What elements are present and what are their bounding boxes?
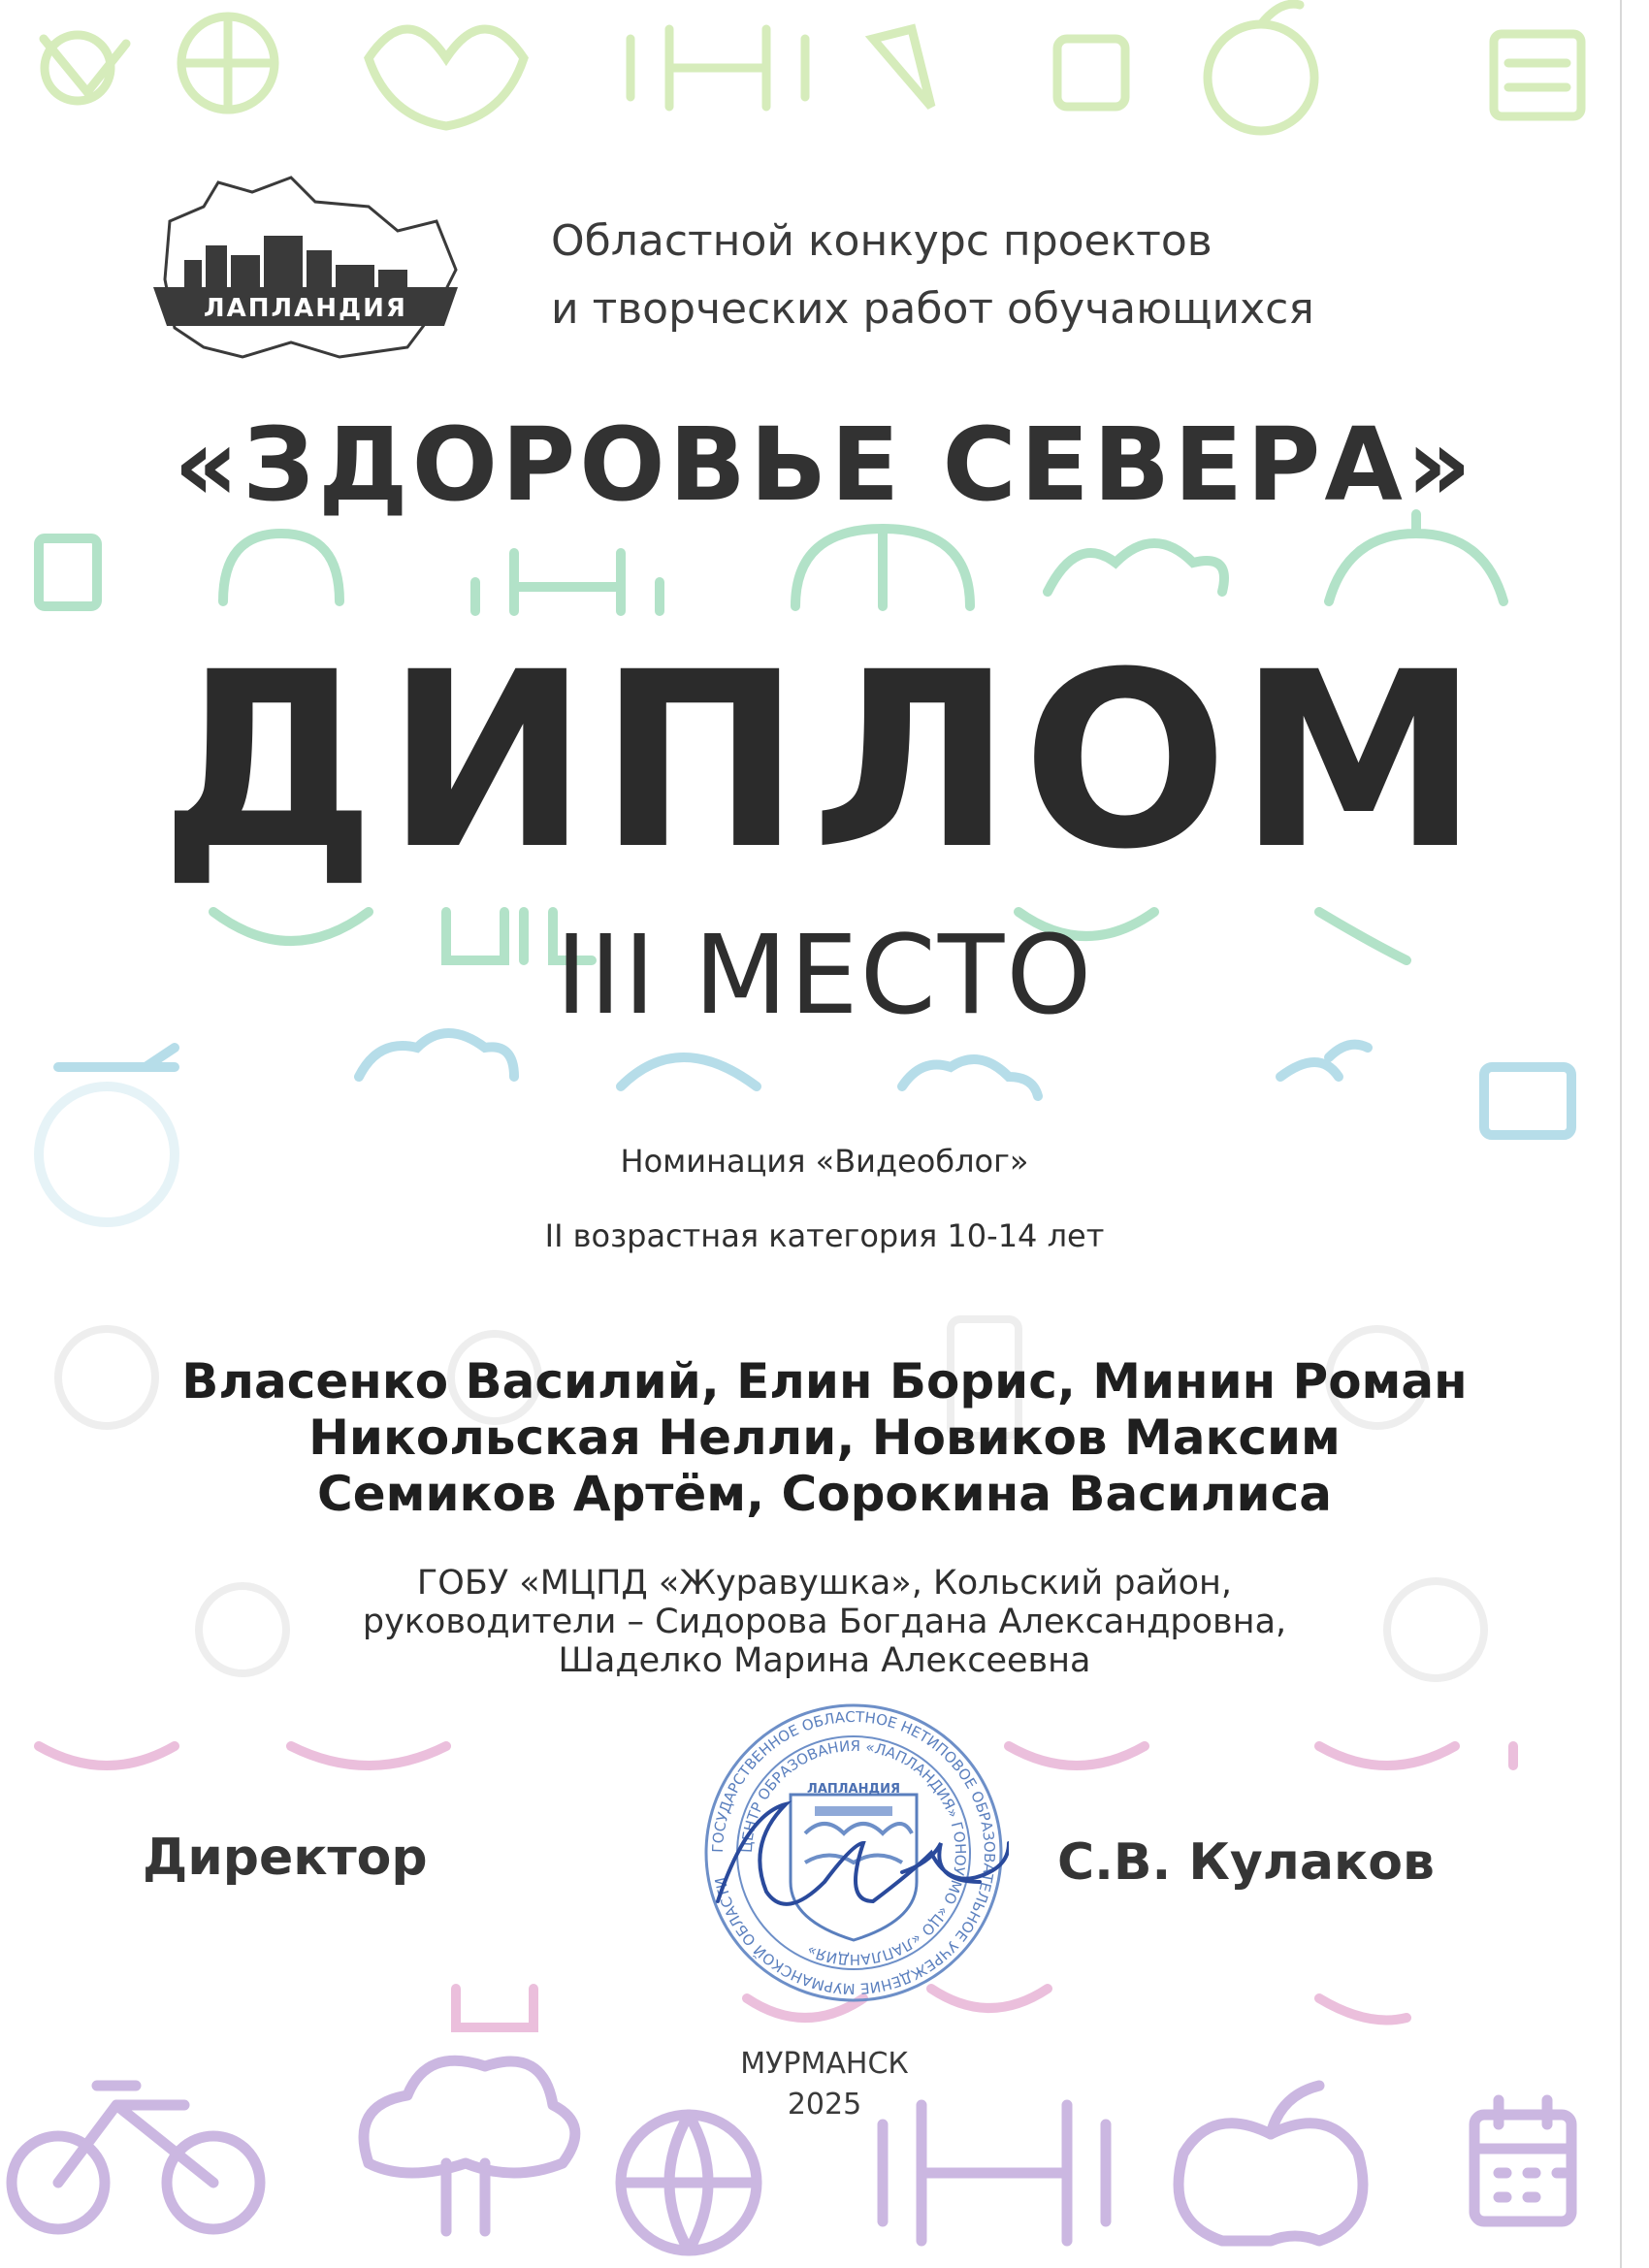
city-skyline	[184, 236, 407, 294]
bicycle-icon	[39, 1048, 175, 1222]
calendar-icon	[1484, 1067, 1571, 1135]
cup-icon	[456, 1989, 534, 2027]
institution-line: ГОБУ «МЦПД «Журавушка», Кольский район,	[416, 1564, 1233, 1603]
age-category: II возрастная категория 10-14 лет	[544, 1217, 1105, 1254]
header-line-2: и творческих работ обучающихся	[551, 284, 1314, 334]
dumbbell-icon	[475, 553, 660, 611]
official-seal	[698, 1698, 1009, 2008]
header-line-1: Областной конкурс проектов	[551, 216, 1212, 266]
participants-line: Власенко Василий, Елин Борис, Минин Роман	[181, 1353, 1468, 1409]
institution-line: Шаделко Марина Алексеевна	[558, 1641, 1091, 1680]
place-award: III МЕСТО	[555, 913, 1094, 1039]
participants-list	[0, 1353, 1649, 1522]
dumbbell-icon	[630, 29, 805, 107]
top-icon-row	[44, 4, 1581, 131]
bottle-icon	[1057, 39, 1125, 107]
bicycle-icon	[1329, 514, 1504, 601]
apple-icon	[1208, 4, 1314, 131]
seal-emblem	[791, 1782, 917, 1940]
ball-icon	[621, 1057, 757, 1086]
carrot-icon	[873, 29, 931, 107]
contest-header	[551, 208, 1314, 343]
seal-inner-text: ЦЕНТР ОБРАЗОВАНИЯ «ЛАПЛАНДИЯ» ГОНОУ МО «ЦО «ЛАПЛАНДИЯ»	[737, 1736, 970, 1969]
ball-icon	[795, 529, 970, 606]
contest-title: «ЗДОРОВЬЕ СЕВЕРА»	[173, 405, 1476, 524]
apple-icon	[1280, 1045, 1368, 1077]
seal-outer-text: ГОСУДАРСТВЕННОЕ ОБЛАСТНОЕ НЕТИПОВОЕ ОБРАЗОВАТЕЛЬНОЕ УЧРЕЖДЕНИЕ МУРМАНСКОЙ ОБЛАСТИ	[708, 1707, 999, 1998]
participants-line: Никольская Нелли, Новиков Максим	[308, 1409, 1341, 1466]
issue-year: 2025	[787, 2088, 862, 2122]
lapland-logo	[146, 163, 466, 367]
ball-icon	[621, 2115, 757, 2251]
calendar-icon	[1494, 34, 1581, 116]
apple-icon	[223, 534, 340, 601]
director-name: С.В. Кулаков	[1057, 1833, 1435, 1892]
logo-name: ЛАПЛАНДИЯ	[204, 294, 407, 323]
diploma-title: ДИПЛОМ	[159, 620, 1490, 902]
bicycle-icon	[44, 35, 126, 101]
calendar-icon	[39, 538, 97, 606]
institution-info	[0, 1564, 1649, 1680]
broccoli-icon	[359, 1033, 514, 1077]
broccoli-icon	[369, 29, 524, 126]
broccoli-icon	[364, 2060, 575, 2231]
dumbbell-icon	[883, 2105, 1106, 2241]
blue-icon-row	[39, 1033, 1571, 1222]
institution-line: руководители – Сидорова Богдана Александровна,	[362, 1603, 1287, 1641]
broccoli-icon	[1048, 543, 1224, 592]
ball-icon	[181, 16, 275, 110]
nomination: Номинация «Видеоблог»	[620, 1143, 1029, 1180]
seal-center-text: ЛАПЛАНДИЯ	[807, 1782, 900, 1797]
issue-city: МУРМАНСК	[740, 2047, 909, 2081]
scan-edge-line	[1620, 0, 1622, 2268]
participants-line: Семиков Артём, Сорокина Василиса	[317, 1466, 1332, 1522]
broccoli-icon	[902, 1059, 1038, 1096]
director-title: Директор	[143, 1829, 428, 1887]
